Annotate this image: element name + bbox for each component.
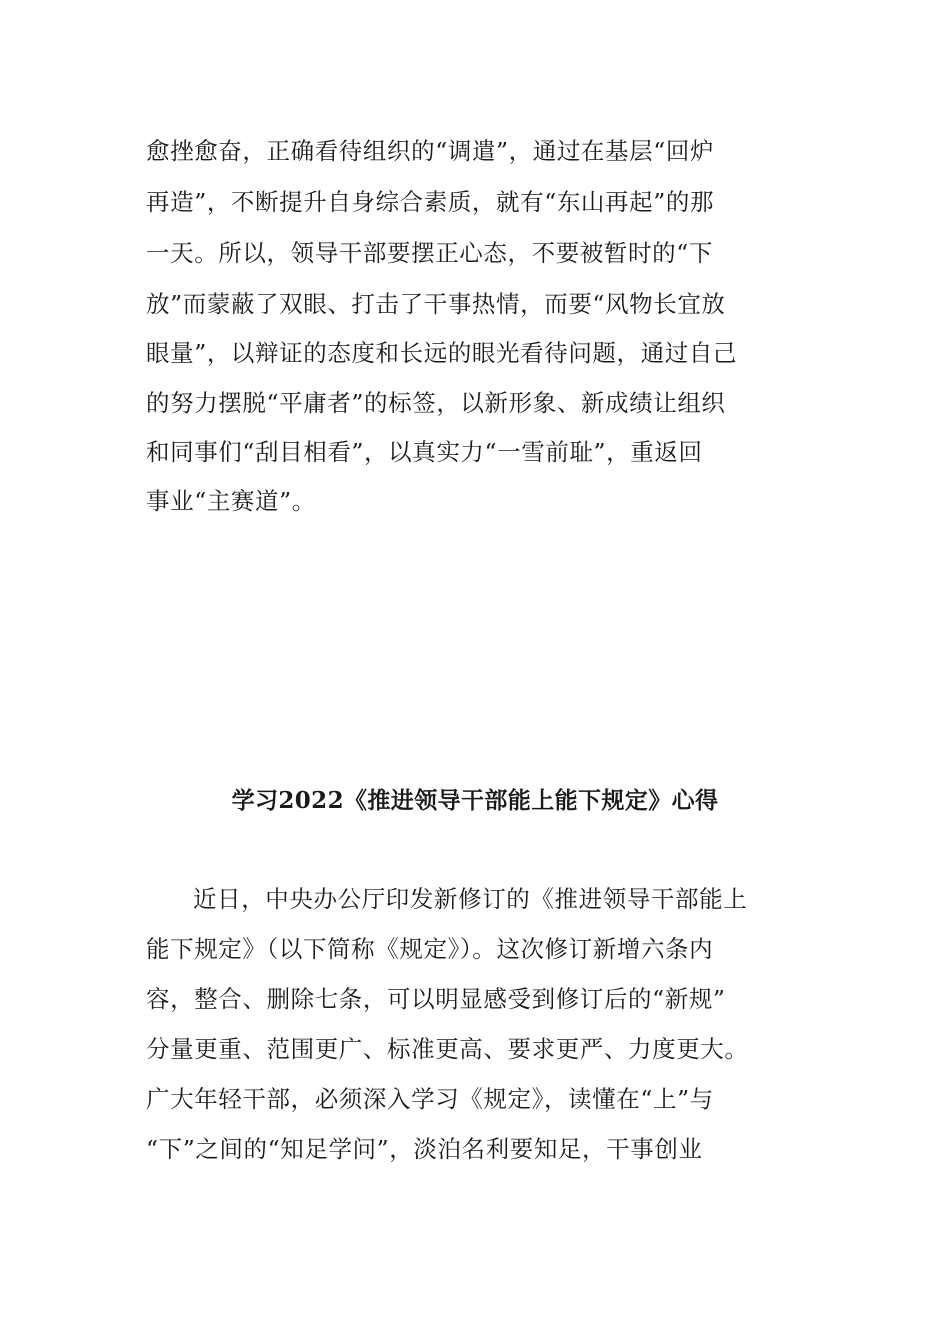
text-line: “下”之间的“知足学问”，淡泊名利要知足，干事创业 [146, 1135, 703, 1163]
text-line: 近日，中央办公厅印发新修订的《推进领导干部能上 [193, 885, 748, 913]
text-line: 分量更重、范围更广、标准更高、要求更严、力度更大。 [146, 1035, 749, 1063]
text-line: 和同事们“刮目相看”，以真实力“一雪前耻”，重返回 [146, 438, 703, 466]
text-line: 能下规定》（以下简称《规定》）。这次修订新增六条内 [146, 935, 714, 963]
text-line: 放”而蒙蔽了双眼、打击了干事热情，而要“风物长宜放 [146, 290, 726, 318]
text-line: 一天。所以，领导干部要摆正心态，不要被暂时的“下 [146, 239, 713, 267]
text-line: 容，整合、删除七条，可以明显感受到修订后的“新规” [146, 985, 726, 1013]
text-line: 眼量”，以辩证的态度和长远的眼光看待问题，通过自己 [146, 339, 738, 367]
text-line: 事业“主赛道”。 [146, 487, 316, 515]
text-line: 广大年轻干部，必须深入学习《规定》，读懂在“上”与 [146, 1085, 714, 1113]
article-title: 学习2022《推进领导干部能上能下规定》心得 [231, 787, 719, 814]
text-line: 愈挫愈奋，正确看待组织的“调遣”，通过在基层“回炉 [146, 137, 715, 165]
text-line: 的努力摆脱“平庸者”的标签，以新形象、新成绩让组织 [146, 389, 726, 417]
text-line: 再造”，不断提升自身综合素质，就有“东山再起”的那 [146, 188, 715, 216]
